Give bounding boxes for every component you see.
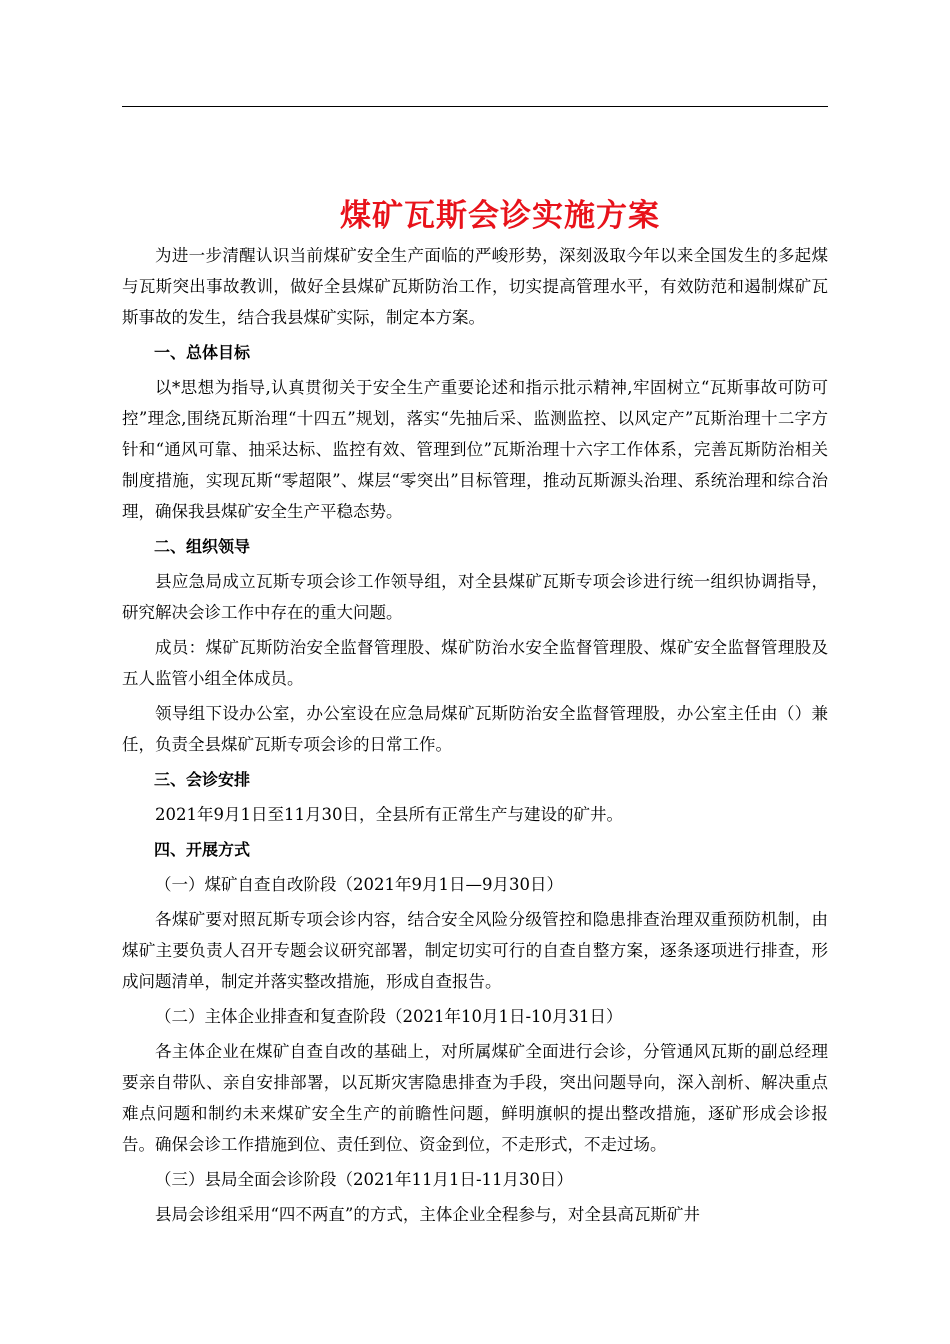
header-rule <box>122 106 828 107</box>
body-paragraph: 各主体企业在煤矿自查自改的基础上，对所属煤矿全面进行会诊，分管通风瓦斯的副总经理要亲自带队、亲自安排部署，以瓦斯灾害隐患排查为手段，突出问题导向，深入剖析、解决重点难点问题和制约未来煤矿安全生产的前瞻性问题，鲜明旗帜的提出整改措施，逐矿形成会诊报告。确保会诊工作措施到位、责任到位、资金到位，不走形式，不走过场。 <box>122 1042 828 1154</box>
body-paragraph: 领导组下设办公室，办公室设在应急局煤矿瓦斯防治安全监督管理股，办公室主任由（）兼任，负责全县煤矿瓦斯专项会诊的日常工作。 <box>122 704 828 754</box>
section-heading: 三、会诊安排 <box>154 770 251 789</box>
body-paragraph: 成员：煤矿瓦斯防治安全监督管理股、煤矿防治水安全监督管理股、煤矿安全监督管理股及五人监管小组全体成员。 <box>122 638 828 688</box>
body-paragraph: 各煤矿要对照瓦斯专项会诊内容，结合安全风险分级管控和隐患排查治理双重预防机制，由煤矿主要负责人召开专题会议研究部署，制定切实可行的自查自整方案，逐条逐项进行排查，形成问题清单，制定并落实整改措施，形成自查报告。 <box>122 910 828 991</box>
body-paragraph: 以*思想为指导,认真贯彻关于安全生产重要论述和指示批示精神,牢固树立“瓦斯事故可防可控”理念,围绕瓦斯治理“十四五”规划，落实“先抽后采、监测监控、以风定产”瓦斯治理十二字方针和“通风可靠、抽采达标、监控有效、管理到位”瓦斯治理十六字工作体系，完善瓦斯防治相关制度措施，实现瓦斯“零超限”、煤层“零突出”目标管理，推动瓦斯源头治理、系统治理和综合治理，确保我县煤矿安全生产平稳态势。 <box>122 378 828 521</box>
section-heading: 一、总体目标 <box>154 343 251 362</box>
section-heading: 四、开展方式 <box>154 840 251 859</box>
body-paragraph: 县局会诊组采用“四不两直”的方式，主体企业全程参与，对全县高瓦斯矿井 <box>155 1205 700 1224</box>
subsection-heading: （二）主体企业排查和复查阶段（2021年10月1日-10月31日） <box>155 1007 623 1026</box>
document-body <box>122 240 828 1234</box>
document-title: 煤矿瓦斯会诊实施方案 <box>340 198 660 234</box>
subsection-heading: （三）县局全面会诊阶段（2021年11月1日-11月30日） <box>155 1170 574 1189</box>
intro-paragraph: 为进一步清醒认识当前煤矿安全生产面临的严峻形势，深刻汲取今年以来全国发生的多起煤与瓦斯突出事故教训，做好全县煤矿瓦斯防治工作，切实提高管理水平，有效防范和遏制煤矿瓦斯事故的发生，结合我县煤矿实际，制定本方案。 <box>122 246 828 327</box>
body-paragraph: 2021年9月1日至11月30日，全县所有正常生产与建设的矿井。 <box>155 805 623 824</box>
subsection-heading: （一）煤矿自查自改阶段（2021年9月1日—9月30日） <box>155 875 563 894</box>
section-heading: 二、组织领导 <box>154 537 251 556</box>
body-paragraph: 县应急局成立瓦斯专项会诊工作领导组，对全县煤矿瓦斯专项会诊进行统一组织协调指导，研究解决会诊工作中存在的重大问题。 <box>122 572 828 622</box>
